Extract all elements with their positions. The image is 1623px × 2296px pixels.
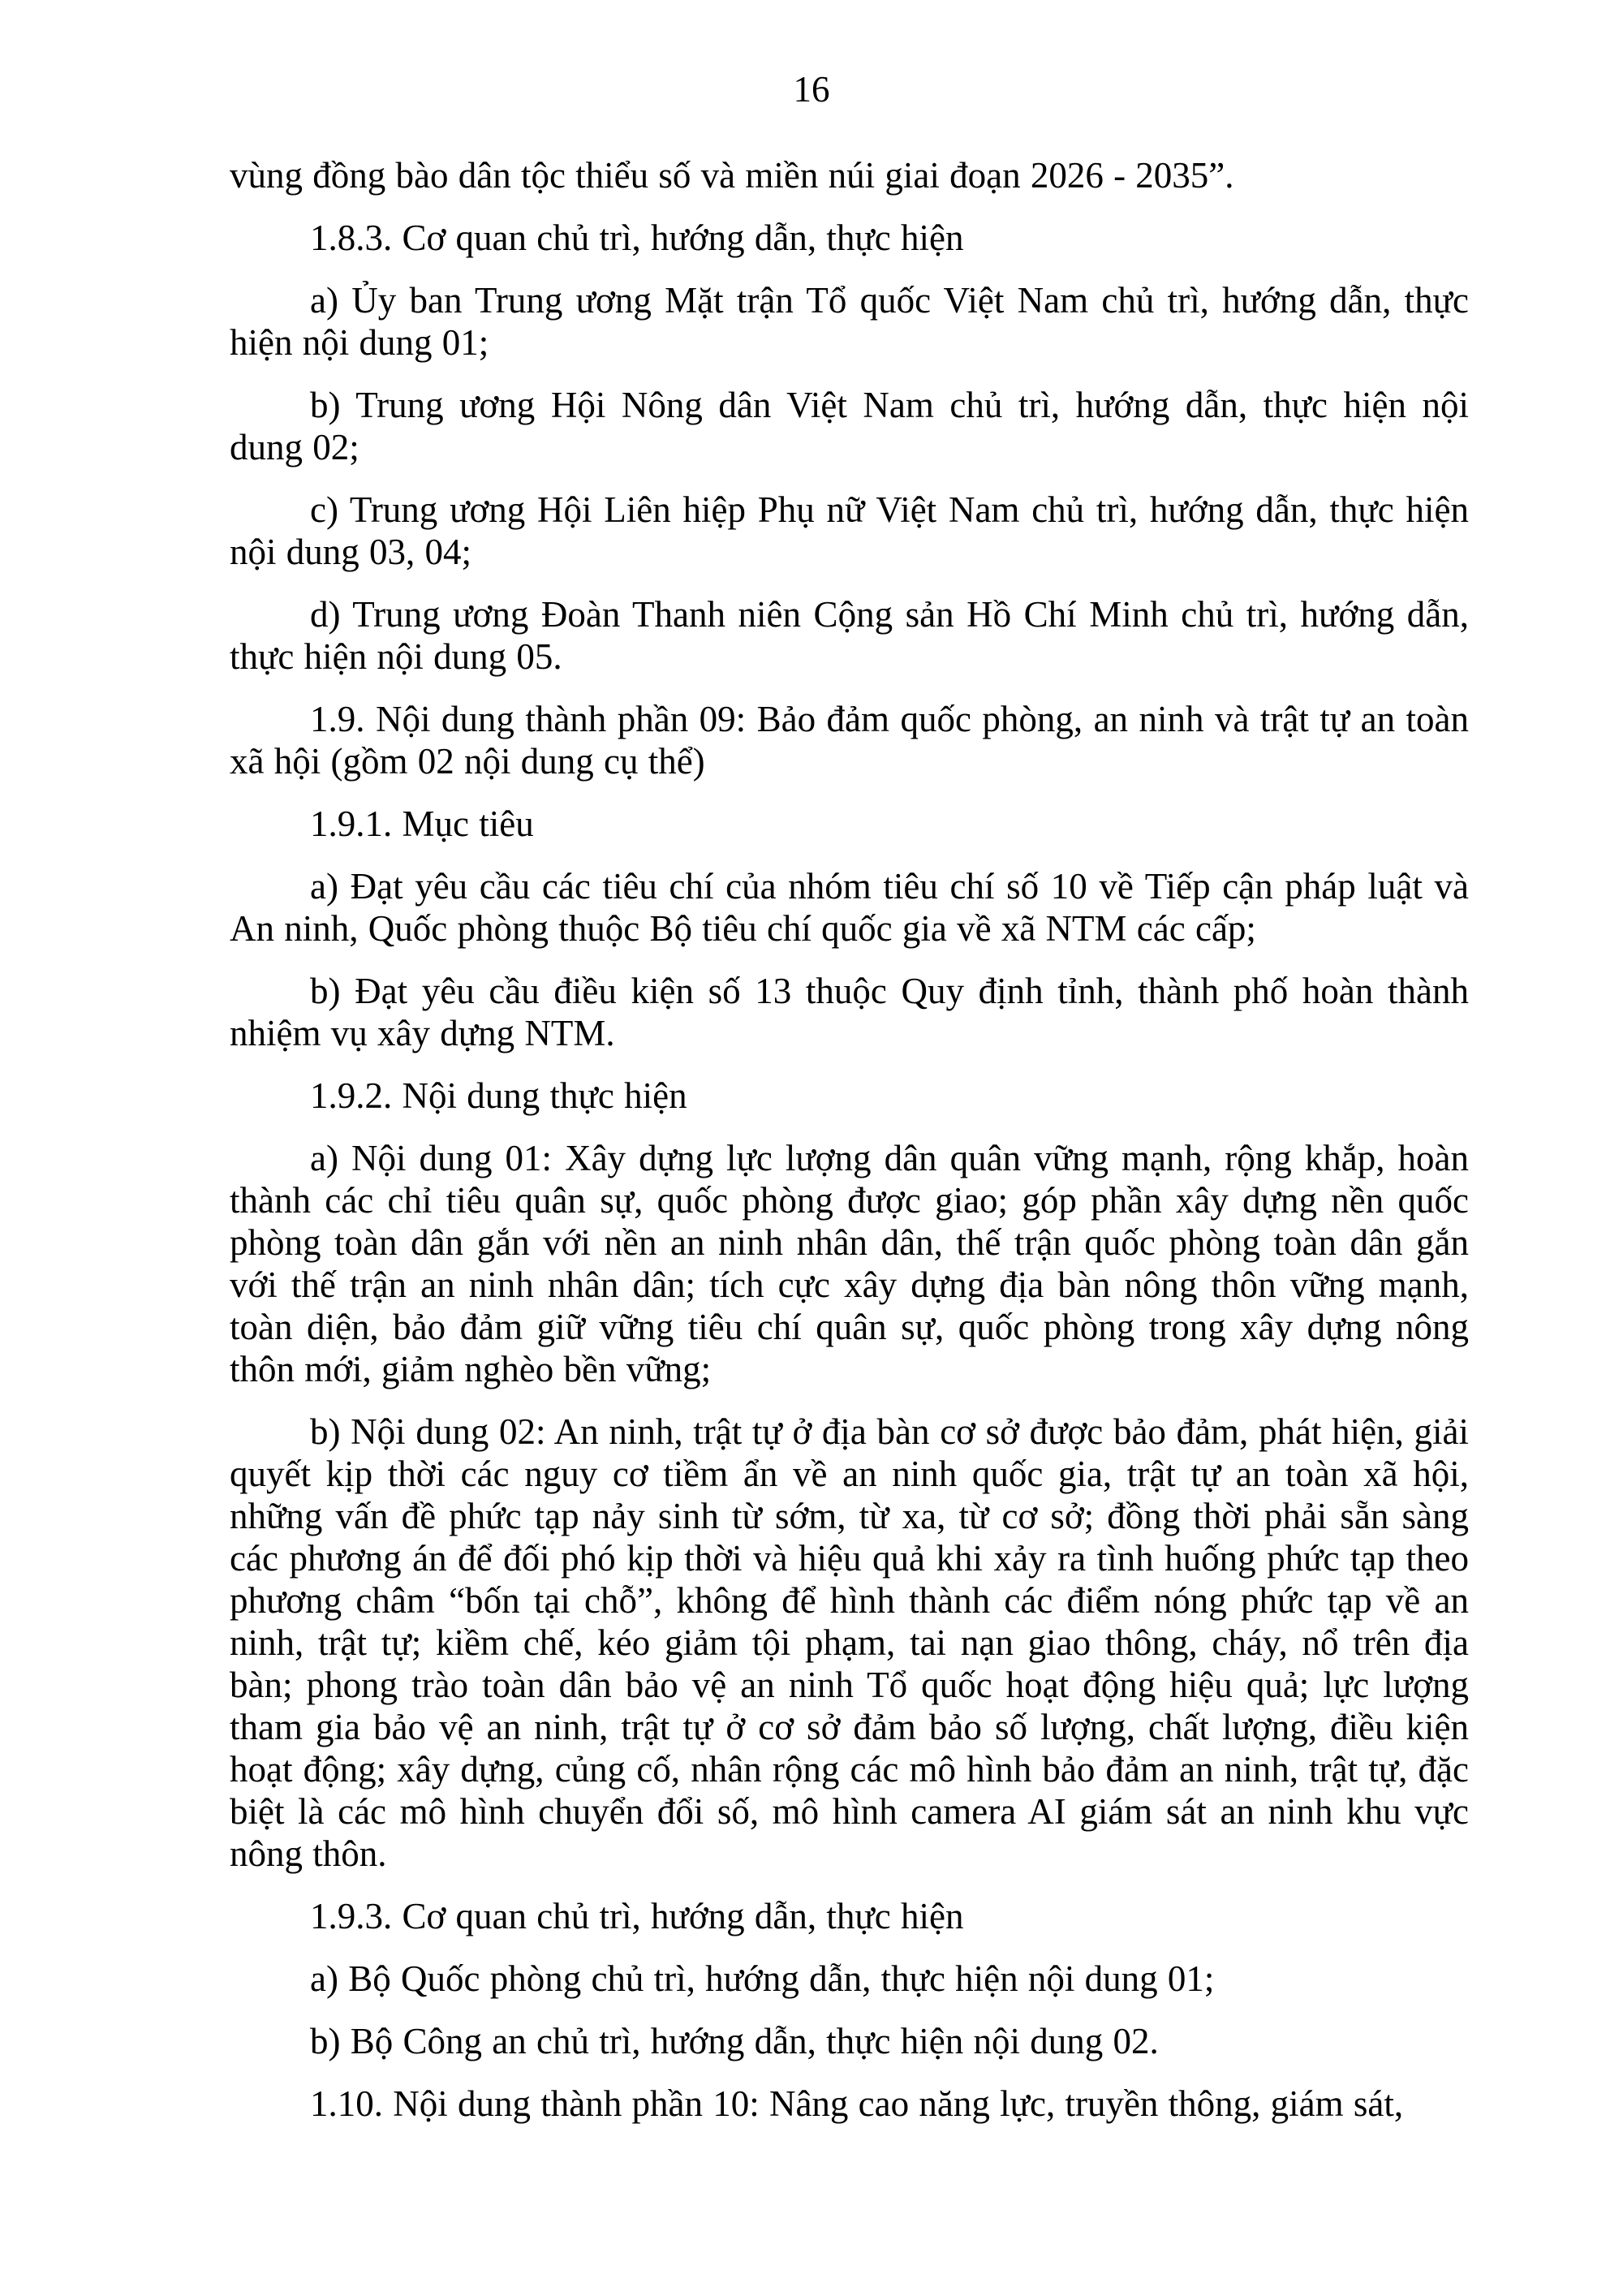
paragraph-continuation: vùng đồng bào dân tộc thiểu số và miền núi giai đoạn 2026 - 2035”.: [230, 155, 1234, 196]
item-1-9-1-b: b) Đạt yêu cầu điều kiện số 13 thuộc Quy định tỉnh, thành phố hoàn thành nhiệm vụ xây dựng NTM.: [230, 971, 1469, 1053]
item-1-8-3-d: d) Trung ương Đoàn Thanh niên Cộng sản Hồ Chí Minh chủ trì, hướng dẫn, thực hiện nội dung 05.: [230, 594, 1469, 677]
heading-1-8-3: 1.8.3. Cơ quan chủ trì, hướng dẫn, thực hiện: [310, 218, 964, 258]
item-1-9-3-a: a) Bộ Quốc phòng chủ trì, hướng dẫn, thực hiện nội dung 01;: [310, 1958, 1215, 1999]
item-1-8-3-b: b) Trung ương Hội Nông dân Việt Nam chủ trì, hướng dẫn, thực hiện nội dung 02;: [230, 385, 1469, 467]
heading-1-9: 1.9. Nội dung thành phần 09: Bảo đảm quốc phòng, an ninh và trật tự an toàn xã hội (gồm 02 nội dung cụ thể): [230, 699, 1469, 782]
page-number: 16: [793, 69, 830, 110]
item-1-9-2-b: b) Nội dung 02: An ninh, trật tự ở địa bàn cơ sở được bảo đảm, phát hiện, giải quyết kịp thời các nguy cơ tiềm ẩn về an ninh quốc gia, trật tự an toàn xã hội, những vấn đề phức tạp nảy sinh từ sớm, từ xa, từ cơ sở; đồng thời phải sẵn sàng các phương án để đối phó kịp thời và hiệu quả khi xảy ra tình huống phức tạp theo phương châm “bốn tại chỗ”, không để hình thành các điểm nóng phức tạp về an ninh, trật tự; kiềm chế, kéo giảm tội phạm, tai nạn giao thông, cháy, nổ trên địa bàn; phong trào toàn dân bảo vệ an ninh Tổ quốc hoạt động hiệu quả; lực lượng tham gia bảo vệ an ninh, trật tự ở cơ sở đảm bảo số lượng, chất lượng, điều kiện hoạt động; xây dựng, củng cố, nhân rộng các mô hình bảo đảm an ninh, trật tự, đặc biệt là các mô hình chuyển đổi số, mô hình camera AI giám sát an ninh khu vực nông thôn.: [230, 1411, 1469, 1874]
heading-1-10: 1.10. Nội dung thành phần 10: Nâng cao năng lực, truyền thông, giám sát,: [310, 2083, 1404, 2124]
heading-1-9-3: 1.9.3. Cơ quan chủ trì, hướng dẫn, thực hiện: [310, 1896, 964, 1936]
item-1-9-1-a: a) Đạt yêu cầu các tiêu chí của nhóm tiêu chí số 10 về Tiếp cận pháp luật và An ninh, Quốc phòng thuộc Bộ tiêu chí quốc gia về xã NTM các cấp;: [230, 866, 1469, 949]
item-1-8-3-a: a) Ủy ban Trung ương Mặt trận Tổ quốc Việt Nam chủ trì, hướng dẫn, thực hiện nội dung 01;: [230, 280, 1469, 363]
item-1-8-3-c: c) Trung ương Hội Liên hiệp Phụ nữ Việt Nam chủ trì, hướng dẫn, thực hiện nội dung 03, 04;: [230, 489, 1469, 572]
item-1-9-3-b: b) Bộ Công an chủ trì, hướng dẫn, thực hiện nội dung 02.: [310, 2021, 1159, 2061]
document-body: [230, 154, 1469, 2125]
heading-1-9-2: 1.9.2. Nội dung thực hiện: [310, 1075, 687, 1116]
heading-1-9-1: 1.9.1. Mục tiêu: [310, 803, 534, 844]
item-1-9-2-a: a) Nội dung 01: Xây dựng lực lượng dân quân vững mạnh, rộng khắp, hoàn thành các chỉ tiêu quân sự, quốc phòng được giao; góp phần xây dựng nền quốc phòng toàn dân gắn với nền an ninh nhân dân, thế trận quốc phòng toàn dân gắn với thế trận an ninh nhân dân; tích cực xây dựng địa bàn nông thôn vững mạnh, toàn diện, bảo đảm giữ vững tiêu chí quân sự, quốc phòng trong xây dựng nông thôn mới, giảm nghèo bền vững;: [230, 1138, 1469, 1389]
